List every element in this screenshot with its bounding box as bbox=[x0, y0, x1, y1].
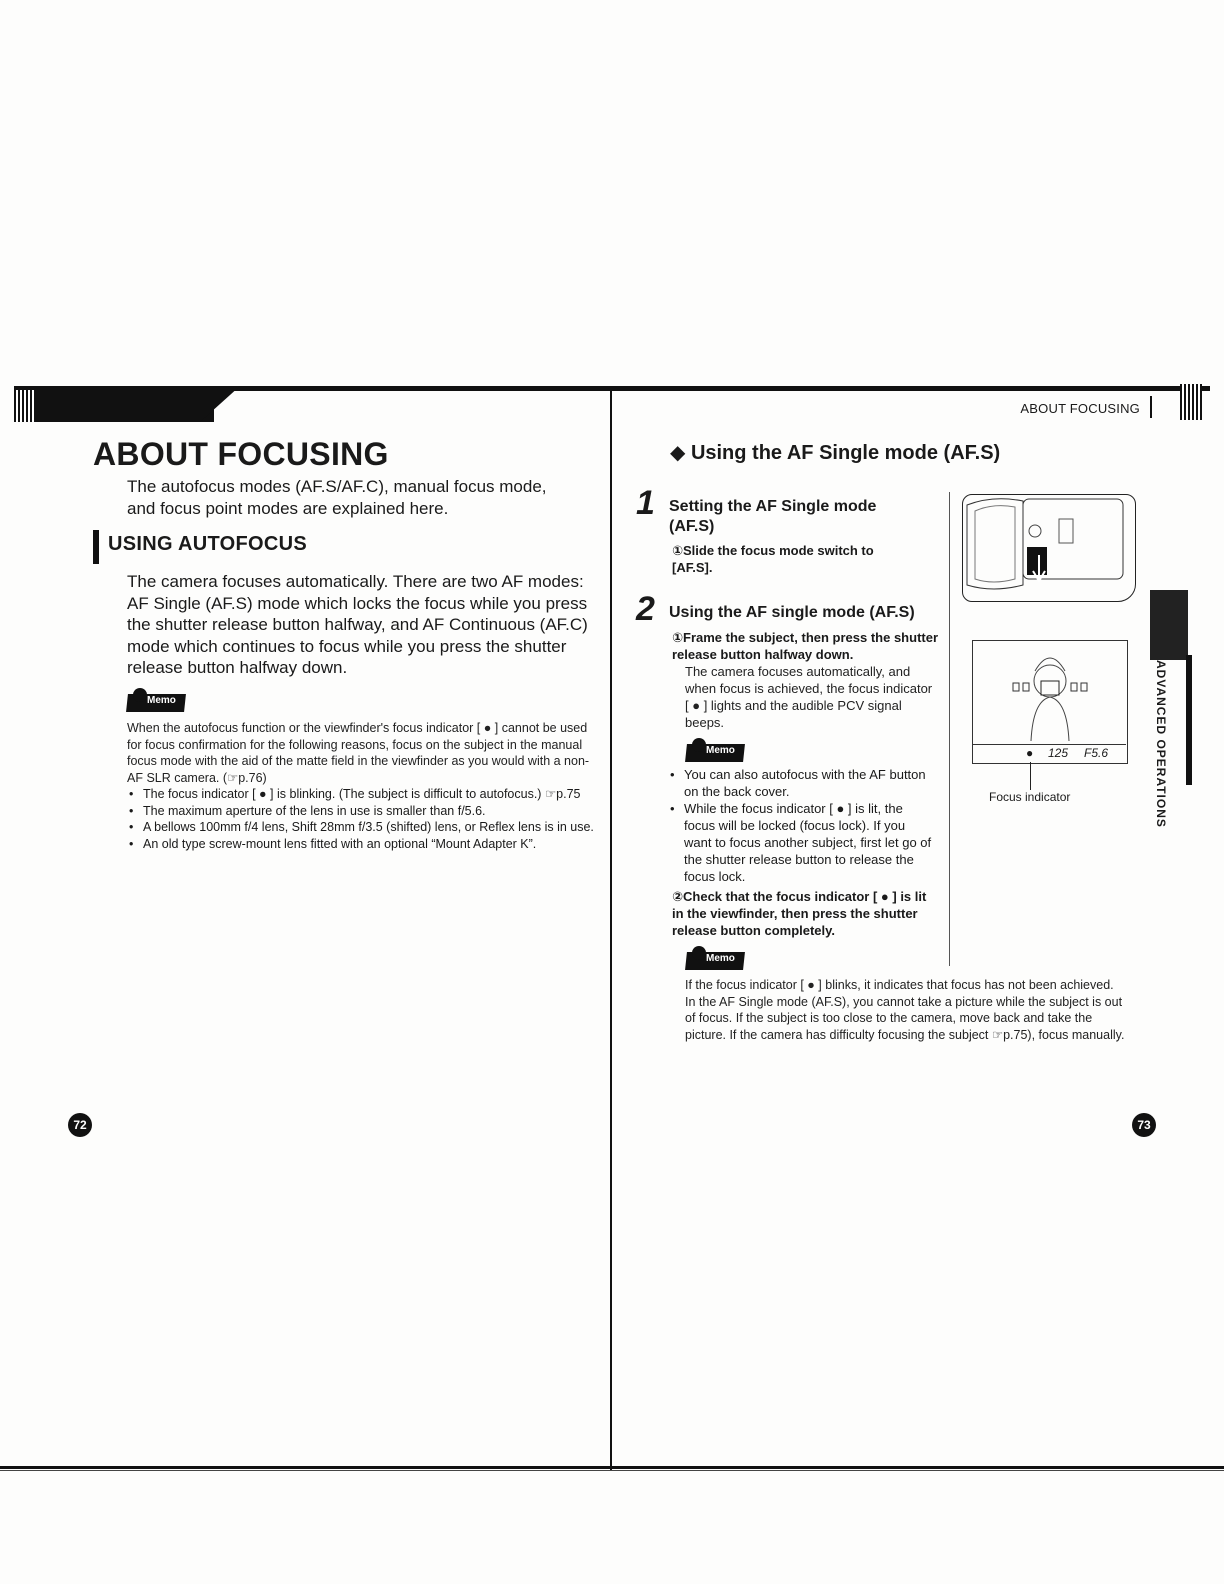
memo-label: Memo bbox=[706, 745, 735, 756]
registration-mark-right bbox=[1180, 384, 1202, 420]
memo-label: Memo bbox=[706, 953, 735, 964]
memo-bullet-list bbox=[127, 786, 597, 852]
step-up-tab bbox=[1150, 590, 1188, 660]
step-1-heading: Setting the AF Single mode (AF.S) bbox=[669, 498, 877, 535]
camera-focus-switch-illustration bbox=[962, 494, 1136, 602]
page-number-right: 73 bbox=[1132, 1113, 1156, 1137]
page-divider bbox=[610, 390, 612, 1470]
step-2-body: The camera focuses automatically, and when focus is achieved, the focus indicator [ ● ] lights and the audible PCV signal beeps. bbox=[685, 664, 933, 730]
side-tab-label: ADVANCED OPERATIONS bbox=[1154, 660, 1168, 828]
memo-2-text: If the focus indicator [ ● ] blinks, it indicates that focus has not been achieved. In the AF Single mode (AF.S), you cannot take a picture while the subject is out of focus. If the subject is too close to the camera, move back and take the picture. If the camera has difficulty focusing the subject ☞p.75), focus manually. bbox=[685, 978, 1125, 1042]
memo-label: Memo bbox=[147, 695, 176, 706]
step-2-memo-list bbox=[668, 766, 936, 885]
bottom-rule bbox=[0, 1466, 1224, 1469]
step-2-instruction-1: ①Frame the subject, then press the shutter release button halfway down. bbox=[672, 630, 939, 662]
section-heading: USING AUTOFOCUS bbox=[108, 533, 307, 555]
camera-illustration-graphic bbox=[963, 495, 1135, 601]
page-title: ABOUT FOCUSING bbox=[93, 436, 389, 472]
running-header: ABOUT FOCUSING bbox=[1020, 401, 1140, 416]
memo-icon bbox=[686, 946, 746, 972]
intro-text: The autofocus modes (AF.S/AF.C), manual focus mode, and focus point modes are explained here. bbox=[127, 477, 547, 518]
list-item: • The maximum aperture of the lens in use is smaller than f/5.6. bbox=[127, 803, 597, 820]
autofocus-body: The camera focuses automatically. There are two AF modes: AF Single (AF.S) mode which locks the focus while you press the shutter release button halfway, and AF Continuous (AF.C) mode which continues to focus while you press the shutter release button halfway down. bbox=[127, 572, 588, 677]
list-item: • A bellows 100mm f/4 lens, Shift 28mm f/3.5 (shifted) lens, or Reflex lens is in use. bbox=[127, 819, 597, 836]
memo-text: When the autofocus function or the viewfinder's focus indicator [ ● ] cannot be used for focus confirmation for the following reasons, focus on the subject in the manual focus mode with the aid of the matte field in the viewfinder as you would with a non-AF SLR camera. (☞p.76) bbox=[127, 721, 590, 785]
focus-indicator-caption: Focus indicator bbox=[989, 790, 1071, 804]
step-2-heading: Using the AF single mode (AF.S) bbox=[669, 604, 915, 621]
bottom-rule-thin bbox=[0, 1470, 1224, 1471]
step-number-2: 2 bbox=[636, 590, 655, 628]
focus-indicator-dot: ● bbox=[1026, 746, 1034, 760]
subsection-title: ◆ Using the AF Single mode (AF.S) bbox=[670, 442, 1001, 464]
caption-pointer bbox=[1030, 762, 1031, 790]
shutter-speed-readout: 125 bbox=[1048, 746, 1069, 760]
section-bar bbox=[93, 530, 99, 564]
side-thumb-mark bbox=[1186, 655, 1192, 785]
viewfinder-subject-graphic bbox=[973, 641, 1127, 745]
memo-icon bbox=[686, 738, 746, 764]
left-header-band bbox=[14, 386, 214, 422]
step-2-instruction-2: ②Check that the focus indicator [ ● ] is lit in the viewfinder, then press the shutter release button completely. bbox=[672, 889, 927, 938]
list-item: • An old type screw-mount lens fitted with an optional “Mount Adapter K”. bbox=[127, 836, 597, 853]
viewfinder-status-bar bbox=[972, 744, 1126, 763]
list-item: • While the focus indicator [ ● ] is lit, the focus will be locked (focus lock). If you want to focus another subject, first let go of the shutter release button to release the focus lock. bbox=[668, 800, 936, 885]
column-rule bbox=[949, 492, 950, 966]
list-item: • You can also autofocus with the AF button on the back cover. bbox=[668, 766, 936, 800]
step-number-1: 1 bbox=[636, 484, 655, 522]
page-number-left: 72 bbox=[68, 1113, 92, 1137]
step-1-instruction: ①Slide the focus mode switch to [AF.S]. bbox=[672, 543, 874, 575]
list-item: • The focus indicator [ ● ] is blinking. (The subject is difficult to autofocus.) ☞p.75 bbox=[127, 786, 597, 803]
registration-mark-left bbox=[14, 390, 34, 422]
memo-icon bbox=[127, 688, 187, 714]
aperture-readout: F5.6 bbox=[1084, 746, 1109, 760]
running-header-bar bbox=[1150, 396, 1152, 418]
